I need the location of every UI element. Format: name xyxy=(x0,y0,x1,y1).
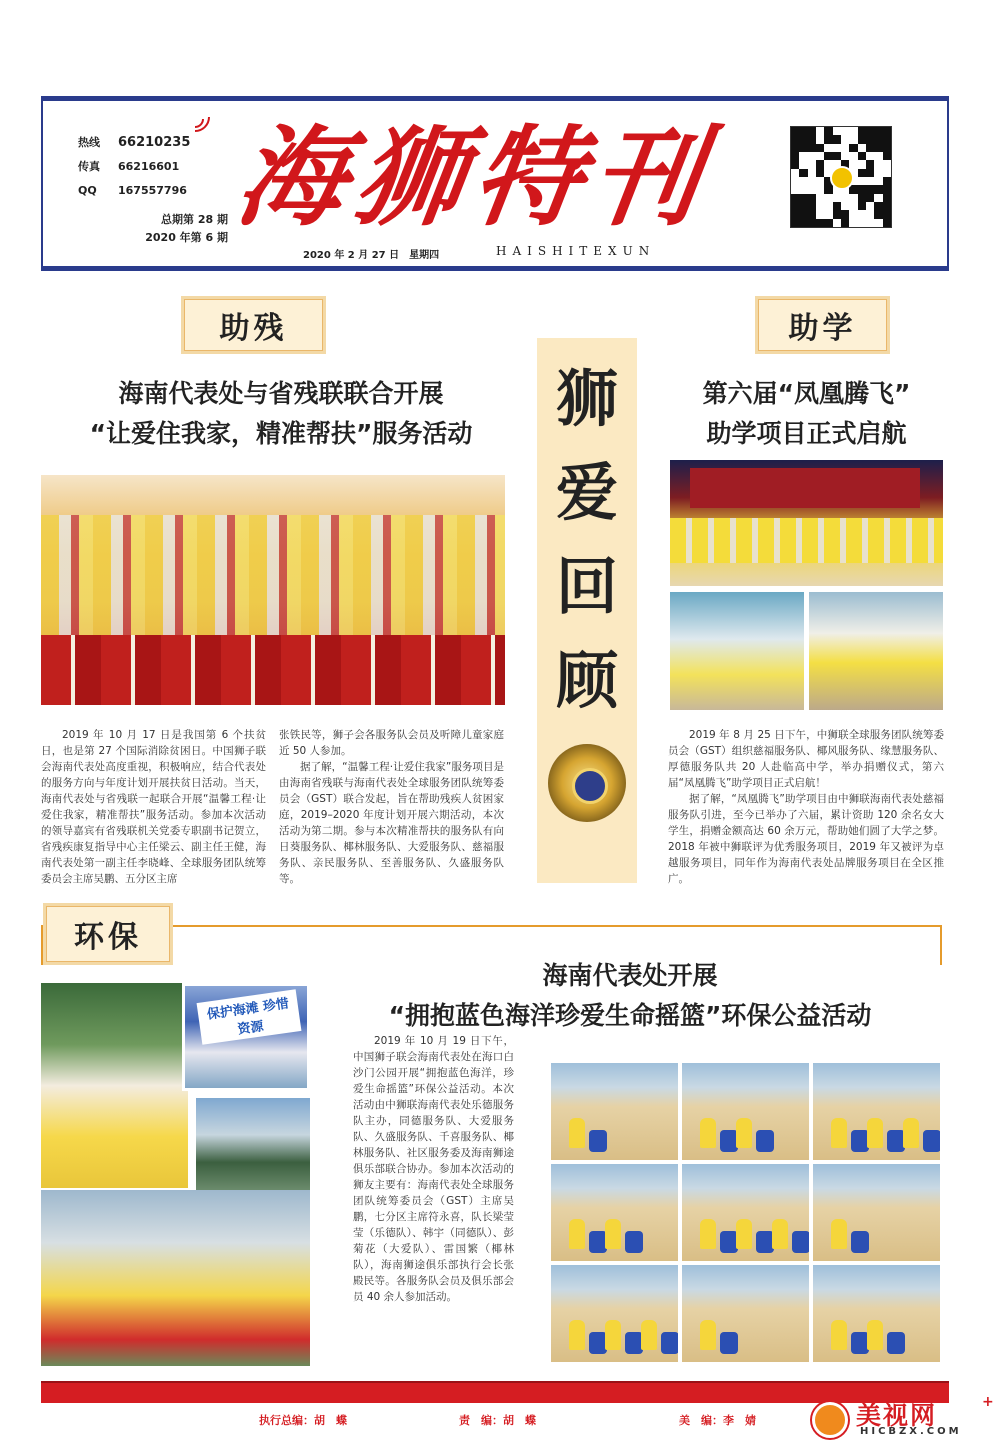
section-divider-right xyxy=(940,925,942,965)
volunteer-figure xyxy=(867,1118,883,1148)
photo-speaker xyxy=(41,983,188,1188)
volunteer-figure xyxy=(569,1118,585,1148)
year-issue: 2020 年第 6 期 xyxy=(145,231,228,244)
trash-bag xyxy=(887,1332,905,1354)
photo-ceremony-stage xyxy=(670,460,943,586)
article-disability-col2 xyxy=(279,727,504,887)
photo-gift-bags xyxy=(41,635,505,705)
photo-beach-cleanup xyxy=(813,1164,940,1261)
headline-line-1: 海南代表处开展 xyxy=(542,961,718,990)
headline-line-2: “让爱住我家，精准帮扶”服务活动 xyxy=(89,419,473,448)
article-disability-col1 xyxy=(41,727,266,887)
photo-stage-banner xyxy=(690,468,920,508)
newspaper-title: 海狮特刊 xyxy=(229,115,719,241)
issue-info xyxy=(78,211,228,247)
photo-volunteers-desk xyxy=(809,592,943,710)
volunteer-figure xyxy=(831,1219,847,1249)
section-divider-top xyxy=(41,925,941,927)
headline-line-1: 第六届“凤凰腾飞” xyxy=(702,379,911,408)
credit-exec-editor: 执行总编：胡 蝶 xyxy=(259,1414,347,1427)
sign-text: 保护海滩 珍惜资源 xyxy=(197,989,302,1045)
photo-group-donation xyxy=(41,475,505,705)
watermark[interactable] xyxy=(808,1394,994,1440)
volunteer-figure xyxy=(569,1219,585,1249)
volunteer-figure xyxy=(736,1219,752,1249)
lions-medal-icon xyxy=(548,744,626,822)
article-paragraph: 张铁民等，狮子会各服务队会员及听障儿童家庭近 50 人参加。 xyxy=(279,729,504,757)
qq-label: QQ xyxy=(78,184,97,197)
article-paragraph: 2019 年 10 月 17 日是我国第 6 个扶贫日，也是第 27 个国际消除贫困日。中国狮子联会海南代表处高度重视，积极响应，结合代表处的服务方向与年度计划开展扶贫日活动。当天，海南代表处与省残联一起联合开展“温馨工程·让爱住我家，精准帮扶”服务活动。参加本次活动的领导嘉宾有省残联机关党委专职副书记贺立，省残疾康复指导中心主任梁云、副主任王健，海南代表处第一副主任李晓峰、全球服务团队统筹委员会主席吴鹏、五分区主席 xyxy=(41,729,266,885)
article-paragraph: 据了解，“凤凰腾飞”助学项目由中狮联海南代表处慈福服务队引进，至今已举办了六届，累计资助 120 余名女大学生，捐赠金额高达 60 余万元，帮助她们圆了大学之梦。2018 年被中狮联评为优秀服务项目，2019 年又被评为卓越服务项目，同年作为海南代表处品牌服务项目在全区推广。 xyxy=(668,793,944,885)
fax-number: 66216601 xyxy=(118,160,180,173)
masthead xyxy=(41,96,949,271)
fax-label: 传真 xyxy=(78,160,100,173)
article-environment xyxy=(353,1033,514,1305)
volunteer-figure xyxy=(641,1320,657,1350)
article-education xyxy=(668,727,944,887)
photo-beach-cleanup xyxy=(551,1063,678,1160)
trash-bag xyxy=(923,1130,940,1152)
volunteer-figure xyxy=(736,1118,752,1148)
article-paragraph: 据了解，“温馨工程·让爱住我家”服务项目是由海南省残联与海南代表处全球服务团队统筹委员会（GST）联合发起，旨在帮助残疾人贫困家庭，2019–2020 年度计划开展六期活动，本次活动为第二期。参与本次精准帮扶的服务队有向日葵服务队、椰林服务队、大爱服务队、慈福服务队、亲民服务队、至善服务队、久盛服务队等。 xyxy=(279,761,504,885)
center-title-char: 回 xyxy=(555,550,618,623)
hotline-number: 66210235 xyxy=(118,135,191,150)
credit-art-editor: 美 编：李 婧 xyxy=(679,1414,756,1427)
site-logo-icon xyxy=(812,1402,848,1438)
volunteer-figure xyxy=(605,1320,621,1350)
headline-disability xyxy=(41,374,521,454)
lions-logo-icon xyxy=(830,166,854,190)
volunteer-figure xyxy=(569,1320,585,1350)
photo-building xyxy=(196,1098,310,1190)
credit-editor: 责 编：胡 蝶 xyxy=(459,1414,536,1427)
headline-line-2: “拥抱蓝色海洋珍爱生命摇篮”环保公益活动 xyxy=(388,1001,872,1030)
title-pinyin: HAISHITEXUN xyxy=(496,244,656,258)
photo-crowd xyxy=(41,515,505,635)
trash-bag xyxy=(792,1231,809,1253)
photo-volunteers-table xyxy=(670,592,804,710)
center-title-char: 狮 xyxy=(555,362,618,435)
photo-stage-people xyxy=(670,518,943,563)
trash-bag xyxy=(756,1130,774,1152)
hotline-label: 热线 xyxy=(78,136,100,149)
contact-info xyxy=(78,131,190,203)
site-url[interactable]: HICBZX.COM xyxy=(860,1426,962,1437)
section-badge-environment: 环保 xyxy=(43,903,173,965)
volunteer-figure xyxy=(700,1219,716,1249)
center-column xyxy=(537,338,637,883)
photo-group-banner xyxy=(41,1190,310,1366)
volunteer-figure xyxy=(700,1118,716,1148)
qq-number: 167557796 xyxy=(118,184,187,197)
volunteer-figure xyxy=(831,1320,847,1350)
qr-code[interactable] xyxy=(790,126,892,228)
photo-beach-cleanup xyxy=(551,1265,678,1362)
volunteer-figure xyxy=(605,1219,621,1249)
article-paragraph: 2019 年 8 月 25 日下午，中狮联全球服务团队统筹委员会（GST）组织慈福服务队、椰风服务队、缘慧服务队、厚德服务队共 20 人赴临高中学，举办捐赠仪式，第六届“凤凰腾飞”助学项目正式启航！ xyxy=(668,729,944,789)
center-title xyxy=(537,352,637,728)
trash-bag xyxy=(720,1332,738,1354)
headline-line-2: 助学项目正式启航 xyxy=(706,419,907,448)
section-badge-disability: 助残 xyxy=(181,296,326,354)
section-badge-education: 助学 xyxy=(755,296,890,354)
center-title-char: 顾 xyxy=(555,644,618,717)
center-title-char: 爱 xyxy=(555,456,618,529)
photo-sign xyxy=(182,983,310,1091)
volunteer-figure xyxy=(867,1320,883,1350)
trash-bag xyxy=(851,1231,869,1253)
volunteer-figure xyxy=(903,1118,919,1148)
trash-bag xyxy=(661,1332,678,1354)
total-issue: 总期第 28 期 xyxy=(161,213,228,226)
headline-line-1: 海南代表处与省残联联合开展 xyxy=(118,379,444,408)
photo-beach-cleanup xyxy=(682,1063,809,1160)
photo-beach-cleanup xyxy=(813,1063,940,1160)
photo-beach-cleanup xyxy=(813,1265,940,1362)
trash-bag xyxy=(625,1231,643,1253)
volunteer-figure xyxy=(700,1320,716,1350)
headline-education xyxy=(663,374,950,454)
signal-wave-icon xyxy=(191,109,215,133)
headline-environment xyxy=(320,956,940,1036)
site-plus: + xyxy=(982,1394,994,1410)
volunteer-figure xyxy=(772,1219,788,1249)
publish-date: 2020 年 2 月 27 日 星期四 xyxy=(303,250,440,261)
trash-bag xyxy=(589,1130,607,1152)
site-name: 美视网 xyxy=(856,1401,938,1430)
volunteer-figure xyxy=(831,1118,847,1148)
footer-credits xyxy=(41,1412,801,1430)
photo-beach-cleanup xyxy=(682,1164,809,1261)
article-paragraph: 2019 年 10 月 19 日下午，中国狮子联会海南代表处在海口白沙门公园开展“拥抱蓝色海洋，珍爱生命摇篮”环保公益活动。本次活动由中狮联海南代表处乐德服务队主办，同德服务队、大爱服务队、久盛服务队、千喜服务队、椰林服务队、社区服务委及海南狮途俱乐部联合协办。参加本次活动的狮友主要有：海南代表处全球服务团队统筹委员会（GST）主席吴鹏，七分区主席符永喜，队长梁莹莹（乐德队）、韩宇（同德队）、彭菊花（大爱队）、雷国繁（椰林队），海南狮途俱乐部执行会长张殿民等。各服务队会员及俱乐部会员 40 余人参加活动。 xyxy=(353,1035,514,1303)
photo-beach-cleanup xyxy=(682,1265,809,1362)
photo-beach-cleanup xyxy=(551,1164,678,1261)
